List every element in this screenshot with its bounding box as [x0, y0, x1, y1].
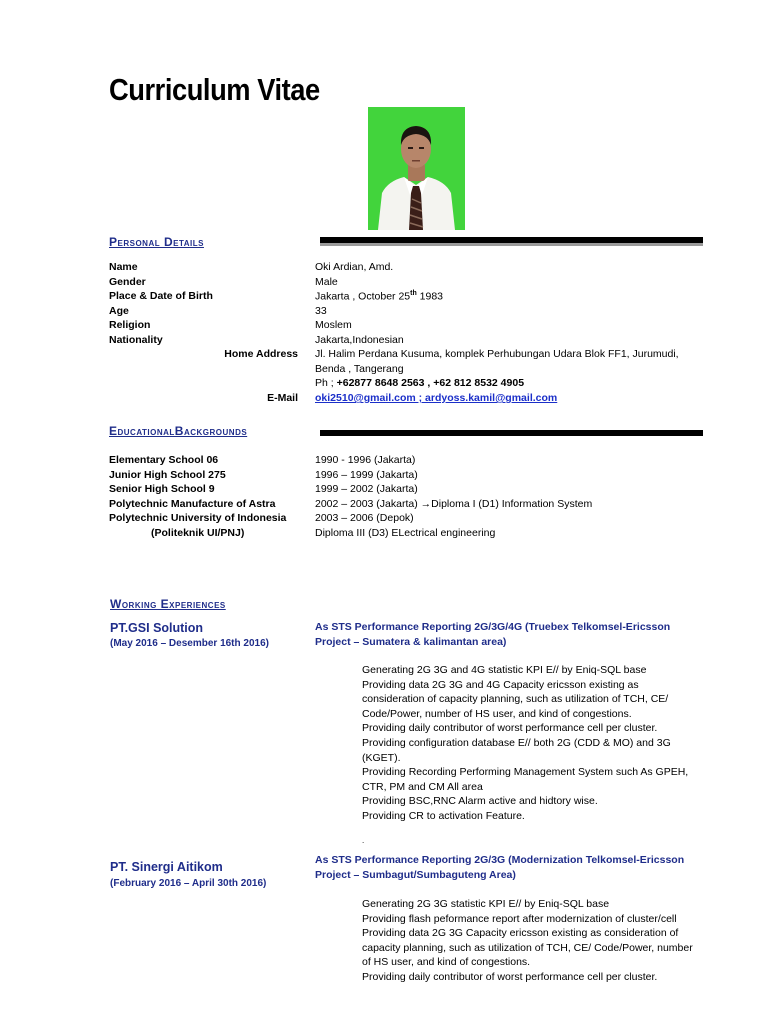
section-heading-education: EducationalBackgrounds	[109, 424, 248, 438]
job-duties	[362, 897, 702, 985]
education-school: Junior High School 275	[109, 469, 226, 481]
company-name: PT.GSI Solution	[110, 621, 204, 635]
company-name: PT. Sinergi Aitikom	[110, 860, 223, 874]
section-divider	[320, 237, 703, 243]
education-period: 1990 - 1996 (Jakarta)	[315, 454, 416, 466]
job-role: As STS Performance Reporting 2G/3G (Modernization Telkomsel-Ericsson Project – Sumbagut/Sumbaguteng Area)	[315, 854, 685, 881]
value-nationality: Jakarta,Indonesian	[315, 334, 404, 346]
value-birth: Jakarta , October 25th 1983	[315, 290, 444, 303]
duty-item: Providing BSC,RNC Alarm active and hidtory wise.	[362, 795, 598, 808]
section-divider	[320, 430, 703, 436]
label-age: Age	[109, 305, 129, 317]
education-period: Diploma III (D3) ELectrical engineering	[315, 527, 496, 539]
duty-item: Providing data 2G 3G Capacity ericsson existing as consideration of capacity planning, such as utilization of TCH, CE/ Code/Power, number of HS user, and kind of congestions.	[362, 927, 693, 969]
profile-photo	[368, 107, 465, 230]
label-address: Home Address	[224, 348, 298, 360]
education-school: Polytechnic University of Indonesia	[109, 512, 287, 524]
label-name: Name	[109, 261, 138, 273]
job-role: As STS Performance Reporting 2G/3G/4G (Truebex Telkomsel-Ericsson Project – Sumatera & kalimantan area)	[315, 621, 671, 648]
person-photo-icon	[368, 107, 465, 230]
duty-item: Generating 2G 3G and 4G statistic KPI E// by Eniq-SQL base	[362, 664, 647, 676]
duty-item: Providing configuration database E// both 2G (CDD & MO) and 3G (KGET).	[362, 736, 671, 764]
label-birth: Place & Date of Birth	[109, 290, 213, 302]
section-heading-work: Working Experiences	[110, 597, 226, 611]
duty-item: Providing data 2G 3G and 4G Capacity ericsson existing as consideration of capacity planning, such as utilization of TCH, CE/ Code/Power, number of HS user, and kind of congestions.	[362, 678, 669, 720]
education-school: Elementary School 06	[109, 454, 219, 466]
duty-item: .	[362, 835, 365, 845]
job-period: (May 2016 – Desember 16th 2016)	[110, 638, 269, 649]
education-period: 1996 – 1999 (Jakarta)	[315, 469, 418, 481]
value-gender: Male	[315, 276, 338, 288]
email-link[interactable]: oki2510@gmail.com ; ardyoss.kamil@gmail.com	[315, 392, 558, 404]
value-address-line2: Benda , Tangerang	[315, 363, 404, 375]
education-period: 2002 – 2003 (Jakarta) →Diploma I (D1) Information System	[315, 498, 593, 510]
label-religion: Religion	[109, 319, 151, 331]
duty-item: Providing daily contributor of worst performance cell per cluster.	[362, 970, 658, 983]
education-school: Senior High School 9	[109, 483, 215, 495]
duty-item: Providing daily contributor of worst performance cell per cluster.	[362, 722, 658, 735]
value-address-line1: Jl. Halim Perdana Kusuma, komplek Perhubungan Udara Blok FF1, Jurumudi,	[315, 348, 679, 360]
education-school: Polytechnic Manufacture of Astra	[109, 498, 276, 510]
value-name: Oki Ardian, Amd.	[315, 261, 394, 273]
value-age: 33	[315, 305, 327, 317]
job-duties	[362, 663, 702, 848]
duty-item: Providing flash peformance report after modernization of cluster/cell	[362, 912, 677, 925]
duty-item: Providing Recording Performing Management System such As GPEH, CTR, PM and CM All area	[362, 766, 689, 793]
education-period: 1999 – 2002 (Jakarta)	[315, 483, 418, 495]
label-email: E-Mail	[267, 392, 298, 404]
document-title: Curriculum Vitae	[109, 72, 320, 107]
label-nationality: Nationality	[109, 334, 163, 346]
duty-item: Generating 2G 3G statistic KPI E// by Eniq-SQL base	[362, 898, 610, 910]
value-religion: Moslem	[315, 319, 352, 331]
value-phone: Ph ; +62877 8648 2563 , +62 812 8532 4905	[315, 377, 525, 389]
job-period: (February 2016 – April 30th 2016)	[110, 878, 267, 889]
label-gender: Gender	[109, 276, 146, 288]
duty-item: Providing CR to activation Feature.	[362, 809, 525, 822]
education-period: 2003 – 2006 (Depok)	[315, 512, 414, 524]
education-school: (Politeknik UI/PNJ)	[151, 527, 245, 539]
section-heading-personal: Personal Details	[109, 235, 204, 249]
